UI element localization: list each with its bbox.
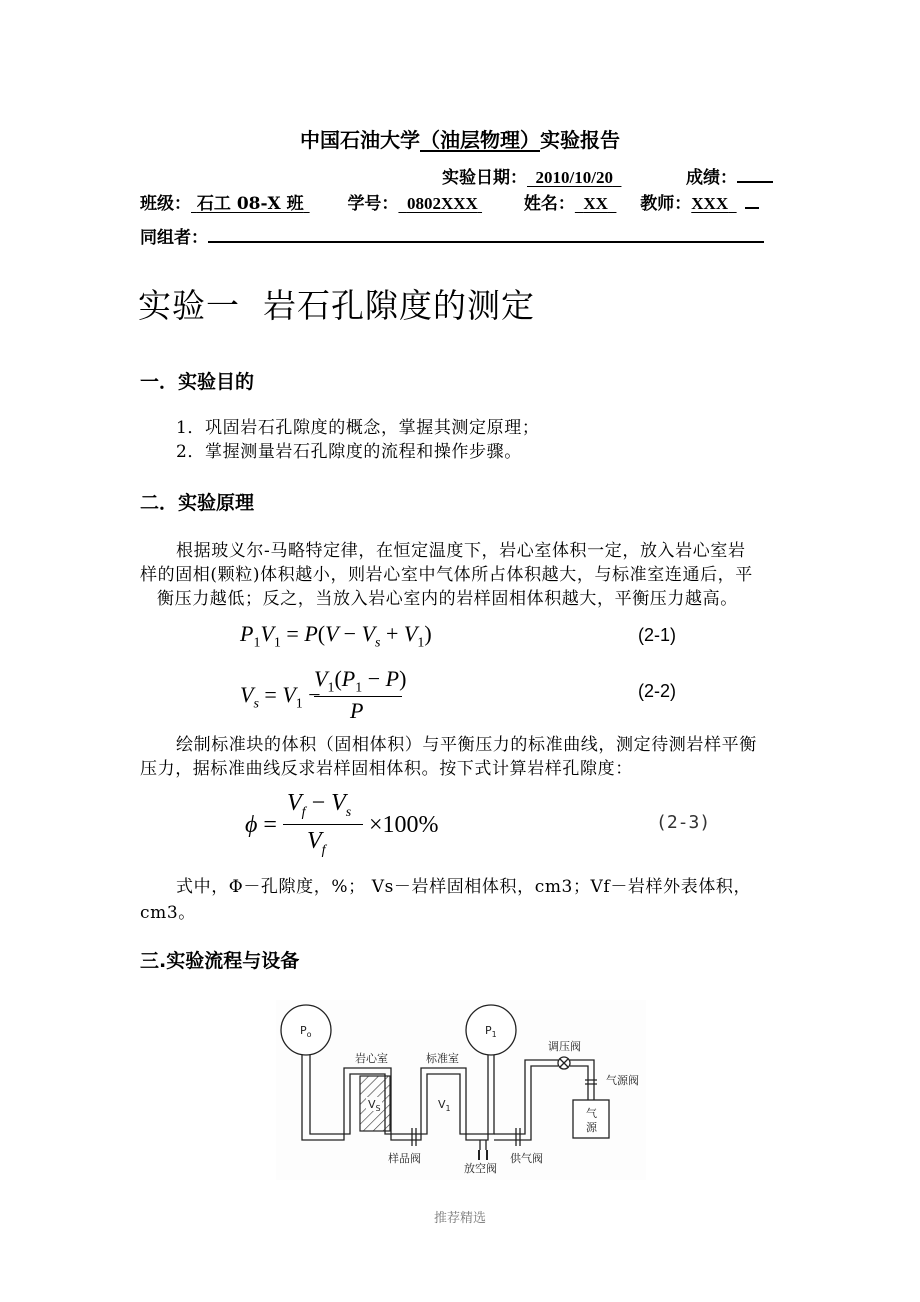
id-value: 0802XXX	[406, 194, 478, 213]
name-label: 姓名：	[523, 194, 575, 214]
university-name: 中国石油大学	[300, 128, 420, 152]
group-blank[interactable]	[208, 241, 764, 243]
sample-valve-label: 样品阀	[388, 1152, 421, 1165]
date-label: 实验日期：	[442, 168, 527, 188]
teacher-label: 教师：	[640, 194, 692, 214]
id-label: 学号：	[347, 194, 399, 214]
score-row	[686, 163, 773, 188]
equation-number: (2-3)	[656, 812, 711, 833]
section1-title: 一．实验目的	[140, 371, 255, 393]
equation-number: (2-2)	[638, 681, 677, 701]
symbol-definition: cm3。	[140, 903, 196, 923]
core-chamber-label: 岩心室	[355, 1052, 388, 1065]
teacher-value: XXX	[691, 194, 729, 213]
standard-chamber-label: 标准室	[426, 1052, 459, 1065]
supply-valve-label: 供气阀	[510, 1152, 543, 1165]
regulator-valve-label: 调压阀	[548, 1040, 581, 1053]
experiment-title: 实验一 岩石孔隙度的测定	[138, 286, 535, 325]
principle-line: 衡压力越低；反之，当放入岩心室内的岩样固相体积越大，平衡压力越高。	[157, 589, 738, 609]
equation-2-1: $P_1V_1 = P(V - V_s + V_1)$	[240, 621, 432, 651]
group-label: 同组者：	[140, 228, 208, 248]
v1-label: $V_1$	[438, 1098, 451, 1113]
report-type: 实验报告	[540, 128, 620, 152]
equation-number: (2-1)	[638, 625, 677, 645]
objective-item: 2．掌握测量岩石孔隙度的流程和操作步骤。	[176, 442, 522, 462]
vs-label: $V_S$	[368, 1098, 381, 1113]
p1-label: $P_1$	[485, 1024, 497, 1039]
gas-source-valve-label: 气源阀	[606, 1074, 639, 1087]
course-name: （油层物理）	[420, 128, 540, 152]
symbol-definition: 式中，Φ－孔隙度，%； Vs－岩样固相体积，cm3；Vf－岩样外表体积，	[176, 877, 752, 897]
section3-title: 三.实验流程与设备	[140, 950, 300, 972]
section2-title: 二．实验原理	[140, 492, 255, 514]
info-row	[140, 189, 790, 214]
principle-line: 绘制标准块的体积（固相体积）与平衡压力的标准曲线，测定待测岩样平衡	[176, 735, 757, 755]
teacher-trailing-blank	[745, 207, 759, 209]
principle-line: 样的固相(颗粒)体积越小，则岩心室中气体所占体积越大，与标准室连通后，平	[140, 565, 753, 585]
principle-line: 根据玻义尔-马略特定律，在恒定温度下，岩心室体积一定，放入岩心室岩	[176, 541, 746, 561]
apparatus-diagram	[276, 1000, 646, 1180]
score-label: 成绩：	[686, 168, 737, 188]
footer-text: 推荐精选	[433, 1211, 486, 1226]
gas-source-label: 气	[586, 1107, 597, 1120]
name-value: XX	[583, 194, 608, 213]
report-title	[0, 124, 920, 153]
date-value: 2010/10/20	[535, 168, 613, 187]
gas-source-label: 源	[586, 1121, 597, 1134]
score-blank[interactable]	[737, 181, 773, 183]
date-row	[442, 163, 621, 188]
class-value: 石工 08-X 班	[196, 194, 304, 214]
class-label: 班级：	[140, 194, 191, 214]
objective-item: 1．巩固岩石孔隙度的概念，掌握其测定原理；	[176, 418, 540, 438]
vent-valve-label: 放空阀	[464, 1162, 497, 1175]
p0-label: $P_o$	[300, 1024, 312, 1039]
principle-line: 压力，据标准曲线反求岩样固相体积。按下式计算岩样孔隙度：	[140, 759, 633, 779]
group-row	[140, 223, 764, 248]
